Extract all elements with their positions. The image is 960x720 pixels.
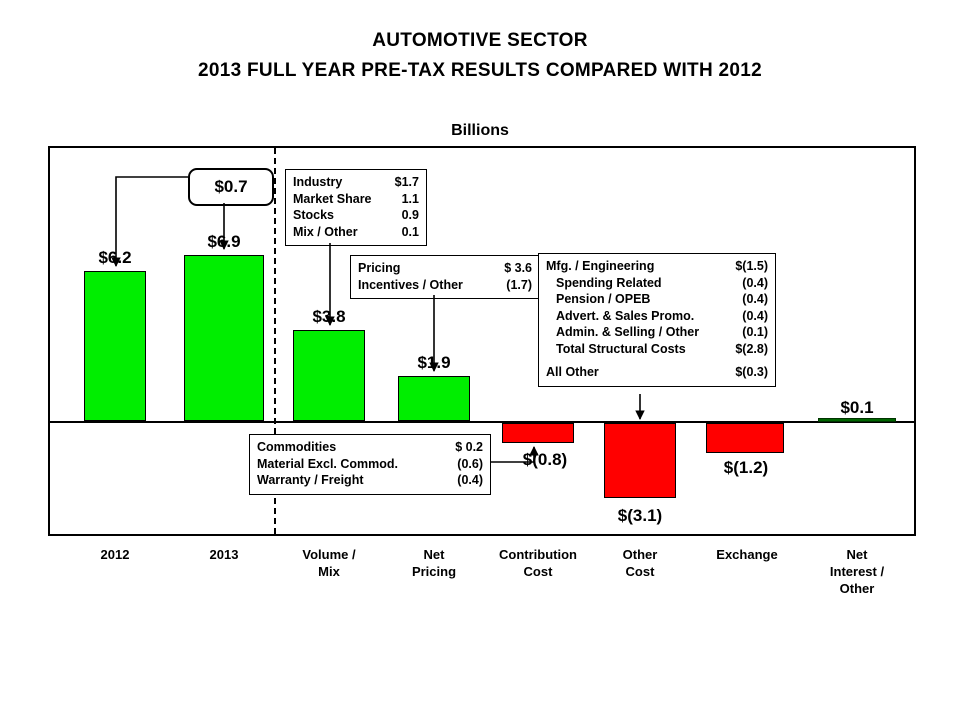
bar-label-net-interest-other: $0.1 [840, 398, 874, 417]
units-label: Billions [451, 122, 509, 139]
cat-label-volume-mix-line1: Volume / [302, 547, 356, 562]
callout-row-label: Industry [293, 175, 343, 189]
callout-row-value: (1.7) [506, 277, 532, 292]
bar-2013 [184, 255, 264, 421]
callout-row-value: $ 0.2 [455, 440, 483, 454]
cat-label-contribution-cost [478, 546, 598, 580]
cat-label-net-interest-other [817, 546, 897, 597]
cat-label-other-cost-line1: Other [622, 547, 658, 562]
callout-row-value: (0.4) [742, 308, 768, 323]
cat-label-net-interest-other-line1: Net [846, 547, 868, 562]
bar-label-2013: $6.9 [207, 232, 241, 251]
callout-row-value: (0.6) [457, 456, 483, 471]
callout-row-label: Stocks [293, 208, 334, 222]
title-line-2: 2013 FULL YEAR PRE-TAX RESULTS COMPARED WITH 2012 [197, 60, 763, 81]
callout-row-total [546, 341, 768, 358]
callout-net-pricing [350, 255, 540, 299]
callout-row-label: Mfg. / Engineering [546, 259, 655, 273]
callout-row [358, 277, 532, 294]
callout-row [546, 324, 768, 341]
page-title [0, 26, 960, 86]
callout-row-label: Total Structural Costs [556, 341, 686, 356]
callout-row-value: (0.1) [742, 325, 768, 339]
callout-row-value: (0.4) [457, 473, 483, 487]
cat-label-volume-mix [289, 546, 369, 580]
callout-row-value: $1.7 [394, 175, 419, 189]
callout-row [293, 207, 419, 224]
callout-row-value: $ 3.6 [504, 261, 532, 275]
callout-row-value: 1.1 [401, 191, 419, 206]
delta-callout: $0.7 [188, 168, 274, 206]
callout-row [546, 308, 768, 325]
callout-row [293, 191, 419, 208]
bar-other-cost [604, 423, 676, 498]
callout-row-value: (0.4) [742, 275, 768, 290]
callout-row-label: Warranty / Freight [257, 473, 364, 487]
callout-row [257, 472, 483, 489]
bar-exchange [706, 423, 784, 453]
cat-label-contribution-cost-line2: Cost [523, 564, 553, 579]
callout-contribution-cost [249, 434, 491, 495]
callout-row-label: Advert. & Sales Promo. [556, 308, 695, 323]
callout-volume-mix [285, 169, 427, 246]
callout-row [546, 364, 768, 381]
cat-label-2013-line1: 2013 [209, 547, 239, 562]
callout-row-value: $(2.8) [735, 341, 768, 356]
cat-label-other-cost [600, 546, 680, 580]
cat-label-net-interest-other-line2: Interest / [829, 564, 885, 579]
callout-spacer [546, 357, 768, 364]
cat-label-other-cost-line2: Cost [625, 564, 655, 579]
callout-row [293, 174, 419, 191]
cat-label-net-pricing-line2: Pricing [411, 564, 457, 579]
cat-label-contribution-cost-line1: Contribution [499, 547, 577, 562]
bar-net-pricing [398, 376, 470, 421]
cat-label-exchange-line1: Exchange [716, 547, 778, 562]
cat-label-net-pricing-line1: Net [423, 547, 445, 562]
callout-row-label: Incentives / Other [358, 277, 463, 292]
callout-row-value: 0.9 [401, 208, 419, 222]
callout-row [546, 258, 768, 275]
callout-row-label: All Other [546, 365, 599, 379]
callout-row-label: Commodities [257, 440, 337, 454]
callout-row [293, 224, 419, 241]
bar-volume-mix [293, 330, 365, 421]
cat-label-2012 [75, 546, 155, 563]
callout-row-label: Material Excl. Commod. [257, 456, 399, 471]
callout-row-label: Pension / OPEB [556, 292, 651, 306]
callout-row-value: 0.1 [401, 224, 419, 239]
zero-baseline [48, 421, 916, 423]
callout-row [546, 291, 768, 308]
cat-label-2012-line1: 2012 [100, 547, 130, 562]
callout-row-label: Pricing [358, 261, 401, 275]
callout-row-label: Mix / Other [293, 224, 358, 239]
callout-row-label: Admin. & Selling / Other [556, 325, 700, 339]
bar-label-exchange: $(1.2) [723, 458, 769, 477]
callout-row [358, 260, 532, 277]
callout-row [257, 439, 483, 456]
callout-row-value: $(0.3) [735, 365, 768, 379]
bar-2012 [84, 271, 146, 421]
cat-label-net-pricing [394, 546, 474, 580]
callout-row-value: $(1.5) [735, 259, 768, 273]
bar-label-net-pricing: $1.9 [417, 353, 451, 372]
bar-label-2012: $6.2 [98, 248, 132, 267]
callout-row [546, 275, 768, 292]
callout-row [257, 456, 483, 473]
callout-row-label: Market Share [293, 191, 372, 206]
cat-label-2013 [184, 546, 264, 563]
cat-label-net-interest-other-line3: Other [839, 581, 875, 596]
title-line-1: AUTOMOTIVE SECTOR [372, 30, 588, 51]
bar-label-other-cost: $(3.1) [617, 506, 663, 525]
cat-label-exchange [700, 546, 794, 563]
bar-contribution-cost [502, 423, 574, 443]
cat-label-volume-mix-line2: Mix [318, 564, 340, 579]
bar-net-interest-other [818, 418, 896, 422]
callout-other-cost [538, 253, 776, 387]
callout-row-value: (0.4) [742, 292, 768, 306]
bar-label-contribution-cost: $(0.8) [522, 450, 568, 469]
callout-row-label: Spending Related [556, 275, 662, 290]
bar-label-volume-mix: $3.8 [312, 307, 346, 326]
